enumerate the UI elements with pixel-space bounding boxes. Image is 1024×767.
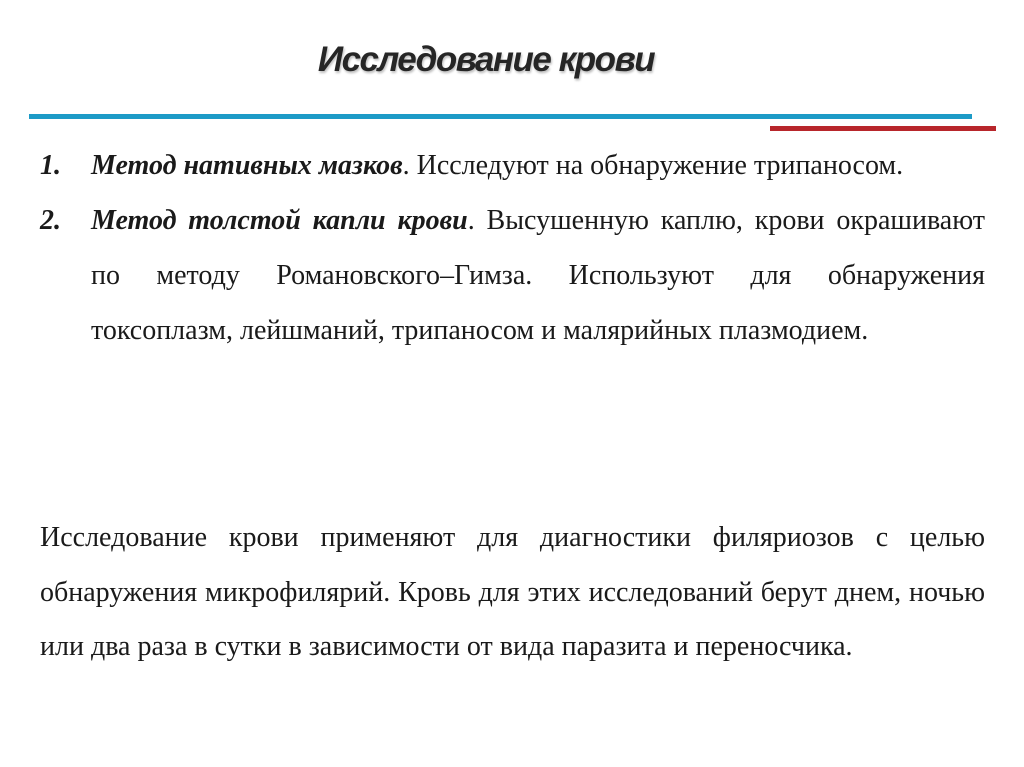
method-name: Метод толстой капли крови [91, 205, 468, 236]
methods-list [40, 138, 985, 358]
title-underline-red [770, 126, 996, 131]
method-name: Метод нативных мазков [91, 150, 403, 181]
method-name-suffix: . [402, 150, 410, 181]
method-description: Исследуют на обнаружение трипаносом. [409, 150, 904, 181]
method-number: 1. [40, 150, 61, 181]
conclusion-paragraph: Исследование крови применяют для диагностики филяриозов с целью обнаружения микрофилярий. Кровь для этих исследований берут днем, ночью или два раза в сутки в зависимости от вида паразита и переносчика. [40, 522, 985, 662]
method-item-1 [40, 138, 985, 193]
method-description: Высушенную каплю, крови окрашивают по методу Романовского–Гимза. Используют для обнаружения токсоплазм, лейшманий, трипаносом и малярийных плазмодием. [91, 205, 986, 346]
method-item-2 [40, 193, 985, 358]
slide-title: Исследование крови [317, 40, 655, 79]
method-name-suffix: . [467, 205, 475, 236]
title-underline-blue [29, 114, 972, 119]
method-number: 2. [40, 205, 61, 236]
